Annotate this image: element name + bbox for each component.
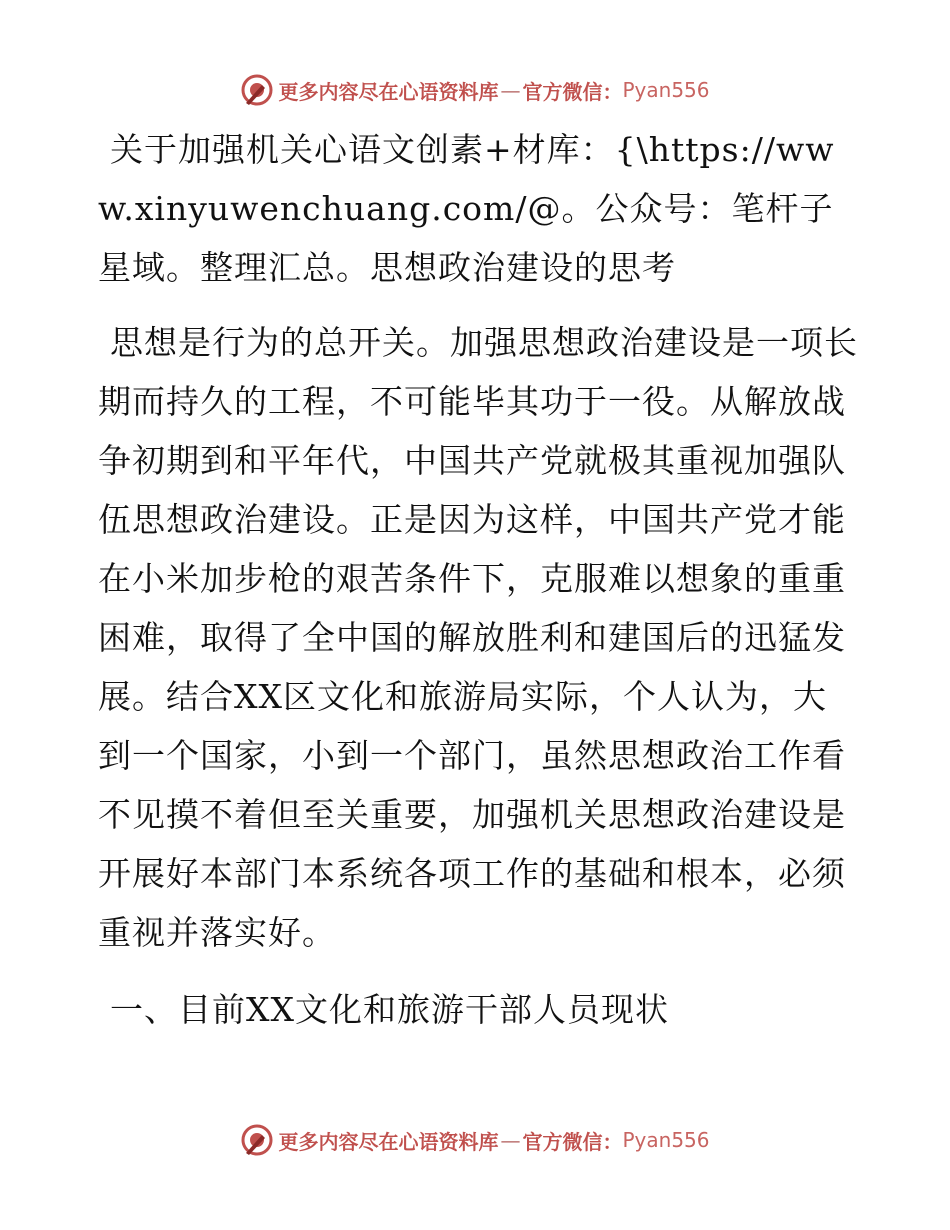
- document-body: [98, 120, 858, 1057]
- footer-watermark-banner: [0, 1120, 950, 1160]
- banner-wechat-label: 官方微信：: [522, 1129, 623, 1154]
- banner-wechat-id: Pyan556: [622, 1128, 710, 1152]
- header-watermark-banner: [0, 70, 950, 110]
- banner-wechat-label: 官方微信：: [522, 79, 623, 104]
- pen-logo-icon: [240, 73, 274, 107]
- document-title-line: 关于加强机关心语文创素+材库：{\https://www.xinyuwenchuang.com/@。公众号：笔杆子星域。整理汇总。思想政治建设的思考: [98, 130, 835, 287]
- banner-dash: —: [500, 1128, 521, 1152]
- banner-main-text: 更多内容尽在心语资料库: [278, 1129, 499, 1154]
- banner-main-text: 更多内容尽在心语资料库: [278, 79, 499, 104]
- pen-logo-icon: [240, 1123, 274, 1157]
- banner-wechat-id: Pyan556: [622, 78, 710, 102]
- section-heading-1: 一、目前XX文化和旅游干部人员现状: [110, 990, 669, 1029]
- banner-dash: —: [500, 78, 521, 102]
- paragraph-1: 思想是行为的总开关。加强思想政治建设是一项长期而持久的工程，不可能毕其功于一役。从解放战争初期到和平年代，中国共产党就极其重视加强队伍思想政治建设。正是因为这样，中国共产党才能在小米加步枪的艰苦条件下，克服难以想象的重重困难，取得了全中国的解放胜利和建国后的迅猛发展。结合XX区文化和旅游局实际，个人认为，大到一个国家，小到一个部门，虽然思想政治工作看不见摸不着但至关重要，加强机关思想政治建设是开展好本部门本系统各项工作的基础和根本，必须重视并落实好。: [98, 323, 858, 952]
